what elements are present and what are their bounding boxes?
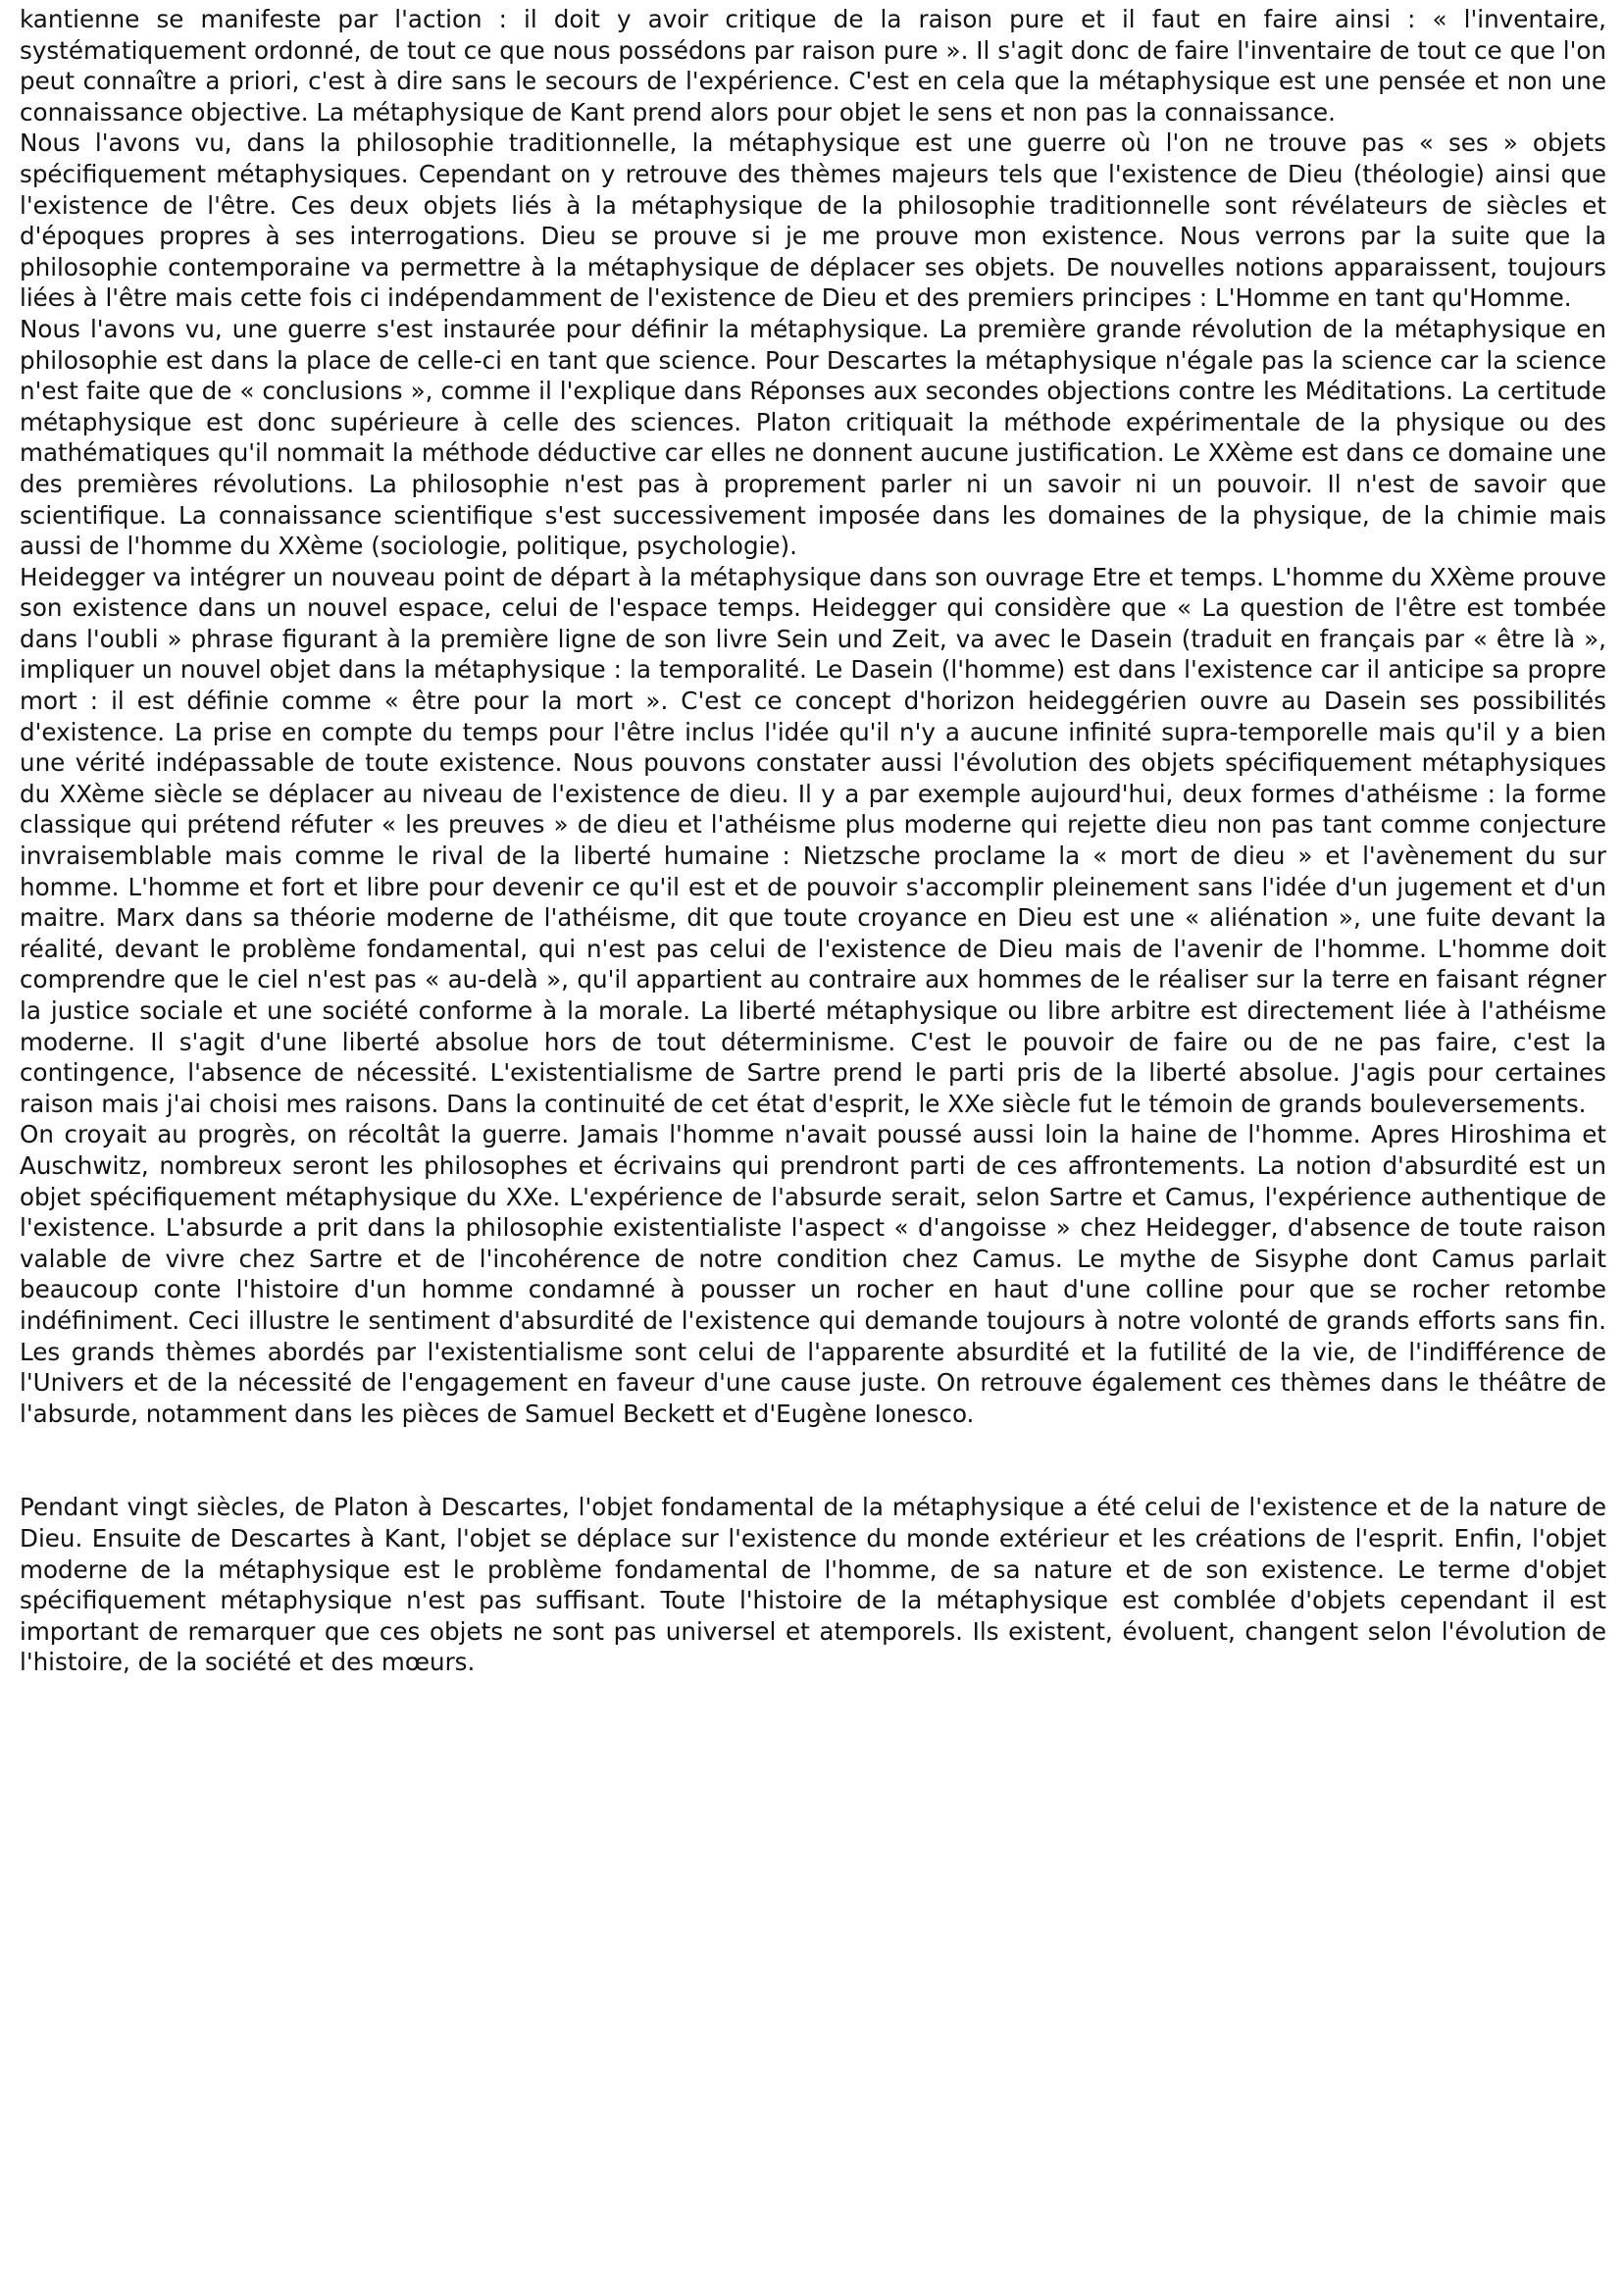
document-page	[20, 4, 1606, 1678]
paragraph-heidegger-atheism: Heidegger va intégrer un nouveau point de départ à la métaphysique dans son ouvrage Etre et temps. L'homme du XXème prouve son existence dans un nouvel espace, celui de l'espace temps. Heidegger qui considère que « La question de l'être est tombée dans l'oubli » phrase figurant à la première ligne de son livre Sein und Zeit, va avec le Dasein (traduit en français par « être là », impliquer un nouvel objet dans la métaphysique : la temporalité. Le Dasein (l'homme) est dans l'existence car il anticipe sa propre mort : il est définie comme « être pour la mort ». C'est ce concept d'horizon heideggérien ouvre au Dasein ses possibilités d'existence. La prise en compte du temps pour l'être inclus l'idée qu'il n'y a aucune infinité supra-temporelle mais qu'il y a bien une vérité indépassable de toute existence. Nous pouvons constater aussi l'évolution des objets spécifiquement métaphysiques du XXème siècle se déplacer au niveau de l'existence de dieu. Il y a par exemple aujourd'hui, deux formes d'athéisme : la forme classique qui prétend réfuter « les preuves » de dieu et l'athéisme plus moderne qui rejette dieu non pas tant comme conjecture invraisemblable mais comme le rival de la liberté humaine : Nietzsche proclame la « mort de dieu » et l'avènement du sur homme. L'homme et fort et libre pour devenir ce qu'il est et de pouvoir s'accomplir pleinement sans l'idée d'un jugement et d'un maitre. Marx dans sa théorie moderne de l'athéisme, dit que toute croyance en Dieu est une « aliénation », une fuite devant la réalité, devant le problème fondamental, qui n'est pas celui de l'existence de Dieu mais de l'avenir de l'homme. L'homme doit comprendre que le ciel n'est pas « au-delà », qu'il appartient au contraire aux hommes de le réaliser sur la terre en faisant régner la justice sociale et une société conforme à la morale. La liberté métaphysique ou libre arbitre est directement liée à l'athéisme moderne. Il s'agit d'une liberté absolue hors de tout déterminisme. C'est le pouvoir de faire ou de ne pas faire, c'est la contingence, l'absence de nécessité. L'existentialisme de Sartre prend le parti pris de la liberté absolue. J'agis pour certaines raison mais j'ai choisi mes raisons. Dans la continuité de cet état d'esprit, le XXe siècle fut le témoin de grands bouleversements.	[20, 562, 1606, 1118]
paragraph-traditional-objects: Nous l'avons vu, dans la philosophie traditionnelle, la métaphysique est une guerre où l'on ne trouve pas « ses » objets spécifiquement métaphysiques. Cependant on y retrouve des thèmes majeurs tels que l'existence de Dieu (théologie) ainsi que l'existence de l'être. Ces deux objets liés à la métaphysique de la philosophie traditionnelle sont révélateurs de siècles et d'époques propres à ses interrogations. Dieu se prouve si je me prouve mon existence. Nous verrons par la suite que la philosophie contemporaine va permettre à la métaphysique de déplacer ses objets. De nouvelles notions apparaissent, toujours liées à l'être mais cette fois ci indépendamment de l'existence de Dieu et des premiers principes : L'Homme en tant qu'Homme.	[20, 128, 1606, 313]
paragraph-kant-critique: kantienne se manifeste par l'action : il doit y avoir critique de la raison pure et il faut en faire ainsi : « l'inventaire, systématiquement ordonné, de tout ce que nous possédons par raison pure ». Il s'agit donc de faire l'inventaire de tout ce que l'on peut connaître a priori, c'est à dire sans le secours de l'expérience. C'est en cela que la métaphysique est une pensée et non une connaissance objective. La métaphysique de Kant prend alors pour objet le sens et non pas la connaissance.	[20, 5, 1606, 127]
paragraph-conclusion: Pendant vingt siècles, de Platon à Descartes, l'objet fondamental de la métaphysique a été celui de l'existence et de la nature de Dieu. Ensuite de Descartes à Kant, l'objet se déplace sur l'existence du monde extérieur et les créations de l'esprit. Enfin, l'objet moderne de la métaphysique est le problème fondamental de l'homme, de sa nature et de son existence. Le terme d'objet spécifiquement métaphysique n'est pas suffisant. Toute l'histoire de la métaphysique est comblée d'objets cependant il est important de remarquer que ces objets ne sont pas universel et atemporels. Ils existent, évoluent, changent selon l'évolution de l'histoire, de la société et des mœurs.	[20, 1493, 1606, 1677]
section-gap	[20, 1429, 1606, 1492]
paragraph-metaphysics-science: Nous l'avons vu, une guerre s'est instaurée pour définir la métaphysique. La première grande révolution de la métaphysique en philosophie est dans la place de celle-ci en tant que science. Pour Descartes la métaphysique n'égale pas la science car la science n'est faite que de « conclusions », comme il l'explique dans Réponses aux secondes objections contre les Méditations. La certitude métaphysique est donc supérieure à celle des sciences. Platon critiquait la méthode expérimentale de la physique ou des mathématiques qu'il nommait la méthode déductive car elles ne donnent aucune justification. Le XXème est dans ce domaine une des premières révolutions. La philosophie n'est pas à proprement parler ni un savoir ni un pouvoir. Il n'est de savoir que scientifique. La connaissance scientifique s'est successivement imposée dans les domaines de la physique, de la chimie mais aussi de l'homme du XXème (sociologie, politique, psychologie).	[20, 314, 1606, 561]
paragraph-absurd: On croyait au progrès, on récoltât la guerre. Jamais l'homme n'avait poussé aussi loin la haine de l'homme. Apres Hiroshima et Auschwitz, nombreux seront les philosophes et écrivains qui prendront parti de ces affrontements. La notion d'absurdité est un objet spécifiquement métaphysique du XXe. L'expérience de l'absurde serait, selon Sartre et Camus, l'expérience authentique de l'existence. L'absurde a prit dans la philosophie existentialiste l'aspect « d'angoisse » chez Heidegger, d'absence de toute raison valable de vivre chez Sartre et de l'incohérence de notre condition chez Camus. Le mythe de Sisyphe dont Camus parlait beaucoup conte l'histoire d'un homme condamné à pousser un rocher en haut d'une colline pour que se rocher retombe indéfiniment. Ceci illustre le sentiment d'absurdité de l'existence qui demande toujours à notre volonté de grands efforts sans fin. Les grands thèmes abordés par l'existentialisme sont celui de l'apparente absurdité et la futilité de la vie, de l'indifférence de l'Univers et de la nécessité de l'engagement en faveur d'une cause juste. On retrouve également ces thèmes dans le théâtre de l'absurde, notamment dans les pièces de Samuel Beckett et d'Eugène Ionesco.	[20, 1120, 1606, 1428]
